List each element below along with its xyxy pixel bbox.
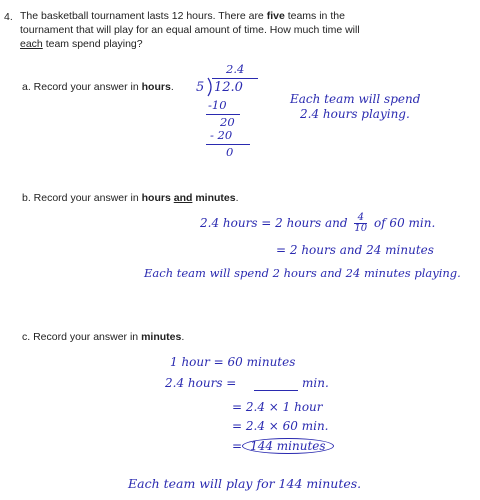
part-a-prompt-post: . [170, 81, 174, 93]
part-a-answer-line2: 2.4 hours playing. [300, 107, 410, 121]
part-a-answer-line1: Each team will spend [290, 92, 421, 106]
part-c-work-line5-eq: = [232, 439, 243, 453]
part-a-prompt-bold: hours [141, 81, 171, 93]
part-b-prompt-post: . [235, 192, 239, 204]
part-b-answer: Each team will spend 2 hours and 24 minutes playing. [144, 266, 461, 280]
fraction-denominator: 10 [354, 223, 368, 234]
part-a-prompt [22, 80, 174, 94]
part-c-prompt-pre: c. Record your answer in [22, 331, 142, 343]
division-dividend: 12.0 [214, 80, 243, 95]
division-step2: 20 [220, 115, 235, 129]
long-division-work [190, 62, 270, 162]
part-b-work-line1-pre: 2.4 hours = 2 hours and [200, 216, 348, 230]
part-c-prompt-post: . [181, 331, 185, 343]
part-b-work-line1-post: of 60 min. [373, 216, 436, 230]
question-number: 4. [4, 11, 13, 23]
part-b-prompt-bold1: hours [141, 192, 171, 204]
part-c-work-line5 [232, 439, 334, 453]
question-line1-bold: five [266, 10, 285, 22]
question-text [20, 9, 460, 51]
circled-answer: 144 minutes [242, 438, 333, 454]
part-b-prompt [22, 191, 239, 205]
part-a-prompt-pre: a. Record your answer in [22, 81, 142, 93]
question-line3-underlined: each [20, 38, 43, 50]
fraction [354, 213, 367, 234]
division-step1: -10 [208, 98, 227, 112]
division-divisor: 5 [196, 80, 205, 95]
part-c-prompt-bold: minutes [141, 331, 182, 343]
part-c-work-line2-right: min. [302, 376, 329, 390]
division-remainder: 0 [226, 145, 234, 159]
part-c-work-line4: = 2.4 × 60 min. [232, 419, 329, 433]
fraction-numerator: 4 [354, 213, 367, 224]
part-b-prompt-bold2: minutes [195, 192, 236, 204]
question-line1-post: teams in the [284, 10, 345, 22]
part-b-prompt-and: and [173, 192, 193, 204]
part-c-blank-line [254, 390, 298, 391]
part-c-work-line1: 1 hour = 60 minutes [170, 355, 296, 369]
part-c-work-line3: = 2.4 × 1 hour [232, 400, 323, 414]
question-line3-post: team spend playing? [42, 38, 143, 50]
part-b-work-line1 [200, 213, 435, 234]
question-line1-pre: The basketball tournament lasts 12 hours. There are [20, 10, 267, 22]
part-c-work-line2-left: 2.4 hours = [165, 376, 237, 390]
part-c-answer: Each team will play for 144 minutes. [128, 476, 362, 491]
question-line2: tournament that will play for an equal amount of time. How much time will [20, 24, 360, 36]
division-quotient: 2.4 [226, 62, 245, 76]
part-c-prompt [22, 330, 184, 344]
division-step3: - 20 [210, 128, 233, 142]
division-bar [212, 78, 258, 79]
part-b-prompt-pre: b. Record your answer in [22, 192, 142, 204]
part-b-work-line2: = 2 hours and 24 minutes [276, 243, 434, 257]
